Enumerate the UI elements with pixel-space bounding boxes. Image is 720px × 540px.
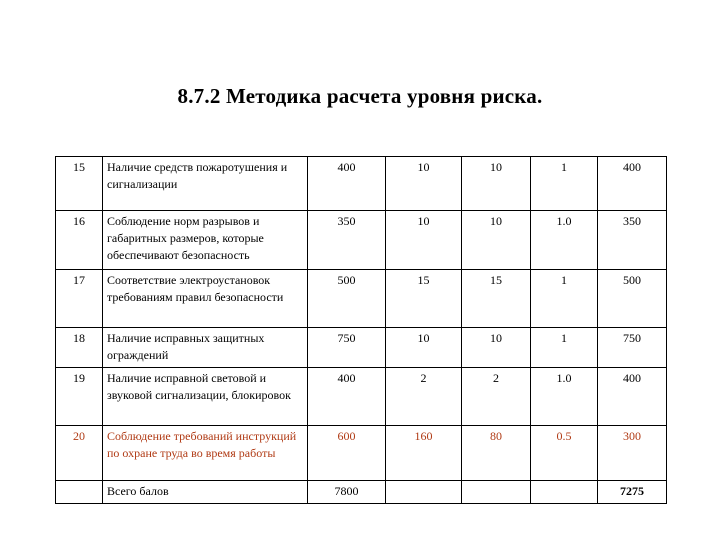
cell-value-4: 1 (531, 157, 598, 211)
risk-table (55, 156, 667, 504)
cell-value-5: 500 (598, 270, 667, 328)
row-number: 17 (56, 270, 103, 328)
row-number: 15 (56, 157, 103, 211)
cell-value-3: 10 (462, 328, 531, 368)
total-empty-cell (531, 481, 598, 504)
cell-value-3: 2 (462, 368, 531, 426)
table-row (56, 211, 667, 270)
total-empty-cell (56, 481, 103, 504)
total-value-5: 7275 (598, 481, 667, 504)
cell-value-1: 500 (308, 270, 386, 328)
cell-value-4: 1 (531, 270, 598, 328)
row-number: 19 (56, 368, 103, 426)
cell-value-1: 400 (308, 157, 386, 211)
cell-value-5: 750 (598, 328, 667, 368)
cell-value-2: 10 (386, 328, 462, 368)
cell-value-3: 80 (462, 426, 531, 481)
cell-value-4: 1.0 (531, 211, 598, 270)
cell-value-4: 1.0 (531, 368, 598, 426)
total-label: Всего балов (103, 481, 308, 504)
cell-value-1: 750 (308, 328, 386, 368)
row-description: Соблюдение требований инструкций по охране труда во время работы (103, 426, 308, 481)
row-description: Наличие исправной световой и звуковой сигнализации, блокировок (103, 368, 308, 426)
table-row-highlighted (56, 426, 667, 481)
cell-value-2: 15 (386, 270, 462, 328)
cell-value-3: 15 (462, 270, 531, 328)
table-row (56, 328, 667, 368)
cell-value-5: 400 (598, 368, 667, 426)
total-empty-cell (462, 481, 531, 504)
row-number: 20 (56, 426, 103, 481)
row-description: Соответствие электроустановок требованиям правил безопасности (103, 270, 308, 328)
table-row (56, 270, 667, 328)
total-value-1: 7800 (308, 481, 386, 504)
cell-value-2: 10 (386, 211, 462, 270)
cell-value-5: 350 (598, 211, 667, 270)
cell-value-4: 0.5 (531, 426, 598, 481)
cell-value-5: 300 (598, 426, 667, 481)
cell-value-1: 600 (308, 426, 386, 481)
cell-value-2: 10 (386, 157, 462, 211)
row-description: Наличие исправных защитных ограждений (103, 328, 308, 368)
cell-value-3: 10 (462, 211, 531, 270)
cell-value-1: 350 (308, 211, 386, 270)
row-number: 18 (56, 328, 103, 368)
cell-value-5: 400 (598, 157, 667, 211)
page-title: 8.7.2 Методика расчета уровня риска. (177, 84, 543, 108)
table-row (56, 157, 667, 211)
table-row (56, 368, 667, 426)
total-empty-cell (386, 481, 462, 504)
cell-value-4: 1 (531, 328, 598, 368)
row-number: 16 (56, 211, 103, 270)
cell-value-2: 160 (386, 426, 462, 481)
row-description: Наличие средств пожаротушения и сигнализации (103, 157, 308, 211)
cell-value-1: 400 (308, 368, 386, 426)
cell-value-2: 2 (386, 368, 462, 426)
row-description: Соблюдение норм разрывов и габаритных размеров, которые обеспечивают безопасность (103, 211, 308, 270)
total-row (56, 481, 667, 504)
cell-value-3: 10 (462, 157, 531, 211)
